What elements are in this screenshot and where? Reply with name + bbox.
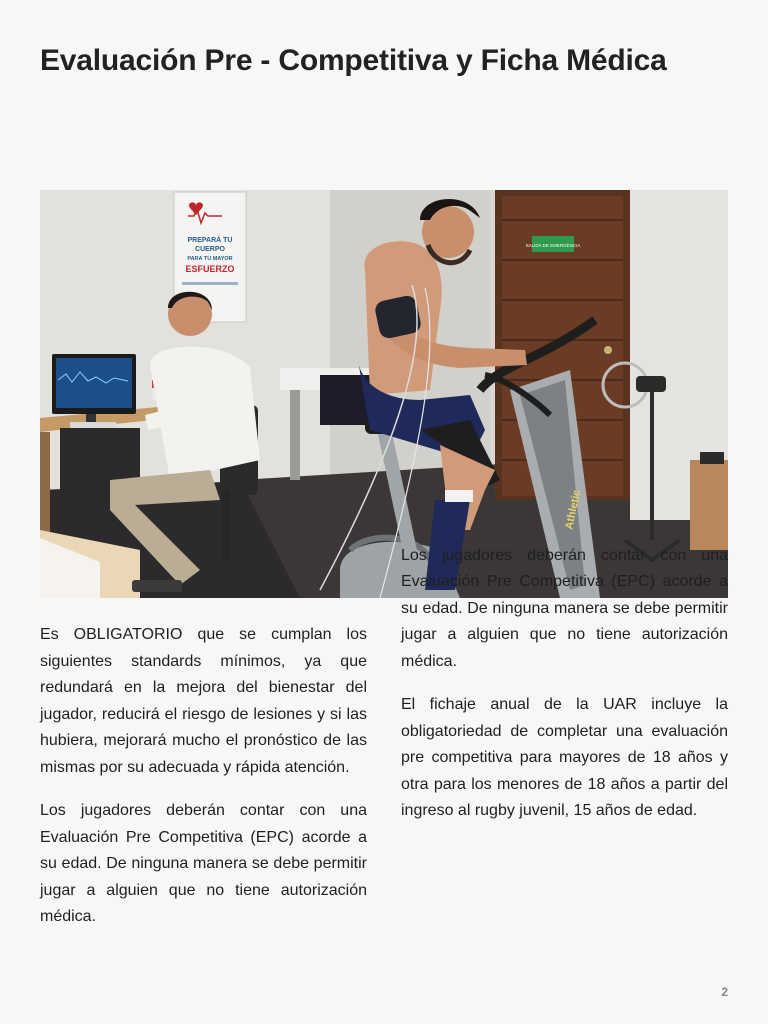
text-column-left: [40, 622, 367, 925]
page-title: Evaluación Pre - Competitiva y Ficha Médica: [40, 44, 667, 77]
poster-line-2: CUERPO: [195, 246, 225, 253]
poster-line-4: ESFUERZO: [185, 264, 235, 274]
exit-sign: [526, 236, 581, 252]
paragraph-jugadores-overflow: Los jugadores deberán contar con una Evaluación Pre Competitiva (EPC) acorde a su edad. De ninguna manera se debe permitir jugar a alguien que no tiene autorización médica.: [401, 546, 728, 670]
paragraph-fichaje: El fichaje anual de la UAR incluye la obligatoriedad de completar una evaluación pre competitiva para mayores de 18 años y otra para los menores de 18 años a partir del ingreso al rugby juvenil, 15 años de edad.: [401, 696, 728, 819]
poster-line-1: PREPARÁ TU: [187, 237, 233, 244]
paragraph-jugadores-continued: [401, 546, 728, 675]
poster-line-3: PARA TU MAYOR: [187, 256, 233, 262]
paragraph-obligatorio: Es OBLIGATORIO que se cumplan los siguientes standards mínimos, ya que redundará en la mejora del bienestar del jugador, reducirá el riesgo de lesiones y si las hubiera, mejorará mucho el pronóstico de las mismas por su adecuada y rápida atención.: [40, 626, 367, 776]
exit-sign-text: SALIDA DE EMERGENCIA: [525, 243, 581, 248]
page-number: 2: [721, 985, 728, 999]
paragraph-jugadores: Los jugadores deberán contar con una Evaluación Pre Competitiva (EPC) acorde a su edad. De ninguna manera se debe permitir jugar a alguien que no tiene autorización médica.: [40, 802, 367, 925]
text-column-right: [401, 546, 728, 842]
bike-brand-text: Athletic: [563, 488, 584, 531]
medical-evaluation-photo: [40, 190, 728, 598]
